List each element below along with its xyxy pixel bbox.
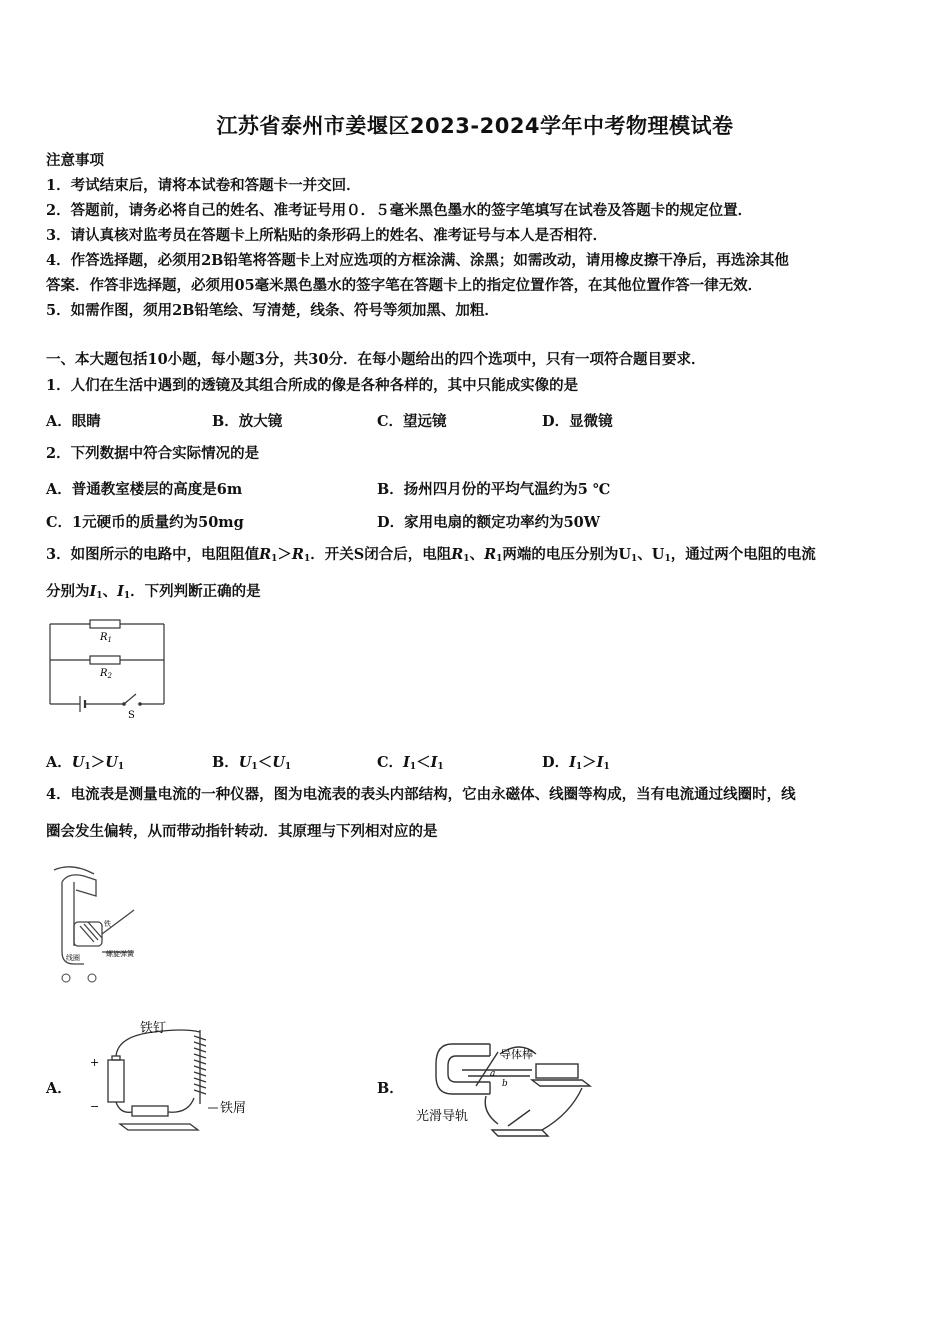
ammeter-structure-figure [44, 860, 144, 988]
q3-option-d: D．$I_1>I_1$ [542, 754, 610, 772]
q4-option-a: A． [46, 1080, 72, 1097]
page-title: 江苏省泰州市姜堰区2023-2024学年中考物理模试卷 [216, 114, 734, 138]
question-4-line-1: 4．电流表是测量电流的一种仪器，图为电流表的表头内部结构，它由永磁体、线圈等构成，当有电流通过线圈时，线 [46, 786, 796, 803]
fig-label-tie: 铁 [104, 920, 111, 928]
notice-item: 4．作答选择题，必须用2B铅笔将答题卡上对应选项的方框涂满、涂黑；如需改动，请用橡皮擦干净后，再选涂其他 [46, 252, 789, 269]
q3-option-c: C．$I_1<I_1$ [377, 754, 444, 772]
q2-option-a: A．普通教室楼层的高度是6m [46, 481, 243, 498]
q3-option-b: B．$U_1<U_1$ [212, 754, 292, 772]
notice-item: 答案．作答非选择题，必须用05毫米黑色墨水的签字笔在答题卡上的指定位置作答，在其他位置作答一律无效． [46, 277, 763, 294]
fig-label-coil: 线圈 [66, 954, 80, 962]
option-b-conductor-rod-figure [412, 1034, 602, 1146]
minus-sign: − [90, 1100, 100, 1113]
notice-item: 5．如需作图，须用2B铅笔绘、写清楚，线条、符号等须加黑、加粗． [46, 302, 499, 319]
notice-item: 3．请认真核对监考员在答题卡上所粘贴的条形码上的姓名、准考证号与本人是否相符． [46, 227, 608, 244]
q1-option-d: D．显微镜 [542, 413, 613, 430]
switch-label: S [128, 710, 135, 721]
notice-heading: 注意事项 [46, 152, 104, 169]
circuit-diagram [44, 612, 174, 722]
question-3-line-1: 3．如图所示的电路中，电阻阻值$R_1>R_1$．开关S闭合后，电阻$R_1$、$R_1$两端的电压分别为$U_1$、$U_1$，通过两个电阻的电流 [46, 546, 816, 564]
fig-label-spring: 螺旋弹簧 [106, 950, 134, 958]
question-3-line-2: 分别为$I_1$、$I_1$．下列判断正确的是 [46, 583, 261, 601]
iron-filings-label: 铁屑 [220, 1101, 247, 1116]
notice-item: 1．考试结束后，请将本试卷和答题卡一并交回． [46, 177, 361, 194]
q1-option-b: B．放大镜 [212, 413, 283, 430]
q1-option-c: C．望远镜 [377, 413, 447, 430]
point-a-label: a [490, 1069, 496, 1079]
q2-option-b: B．扬州四月份的平均气温约为5 ℃ [377, 481, 611, 498]
r2-label: $R_2$ [100, 668, 112, 680]
r1-label: $R_1$ [100, 632, 112, 644]
option-a-electromagnet-figure [84, 1012, 274, 1140]
notice-item: 2．答题前，请务必将自己的姓名、准考证号用０．５毫米黑色墨水的签字笔填写在试卷及答题卡的规定位置． [46, 202, 753, 219]
rod-label: 导体棒 [500, 1048, 533, 1061]
point-b-label: b [502, 1079, 508, 1089]
question-4-line-2: 圈会发生偏转，从而带动指针转动．其原理与下列相对应的是 [46, 823, 438, 840]
q2-option-d: D．家用电扇的额定功率约为50W [377, 514, 601, 531]
q1-option-a: A．眼睛 [46, 413, 101, 430]
rail-label: 光滑导轨 [416, 1109, 469, 1124]
q4-option-b: B． [377, 1080, 404, 1097]
question-2-stem: 2．下列数据中符合实际情况的是 [46, 445, 260, 462]
iron-nail-label: 铁钉 [140, 1021, 167, 1036]
question-1-stem: 1．人们在生活中遇到的透镜及其组合所成的像是各种各样的，其中只能成实像的是 [46, 377, 579, 394]
q3-option-a: A．$U_1>U_1$ [46, 754, 125, 772]
plus-sign: + [90, 1056, 100, 1069]
q2-option-c: C．1元硬币的质量约为50mg [46, 514, 244, 531]
section-heading: 一、本大题包括10小题，每小题3分，共30分．在每小题给出的四个选项中，只有一项符合题目要求． [46, 351, 706, 368]
